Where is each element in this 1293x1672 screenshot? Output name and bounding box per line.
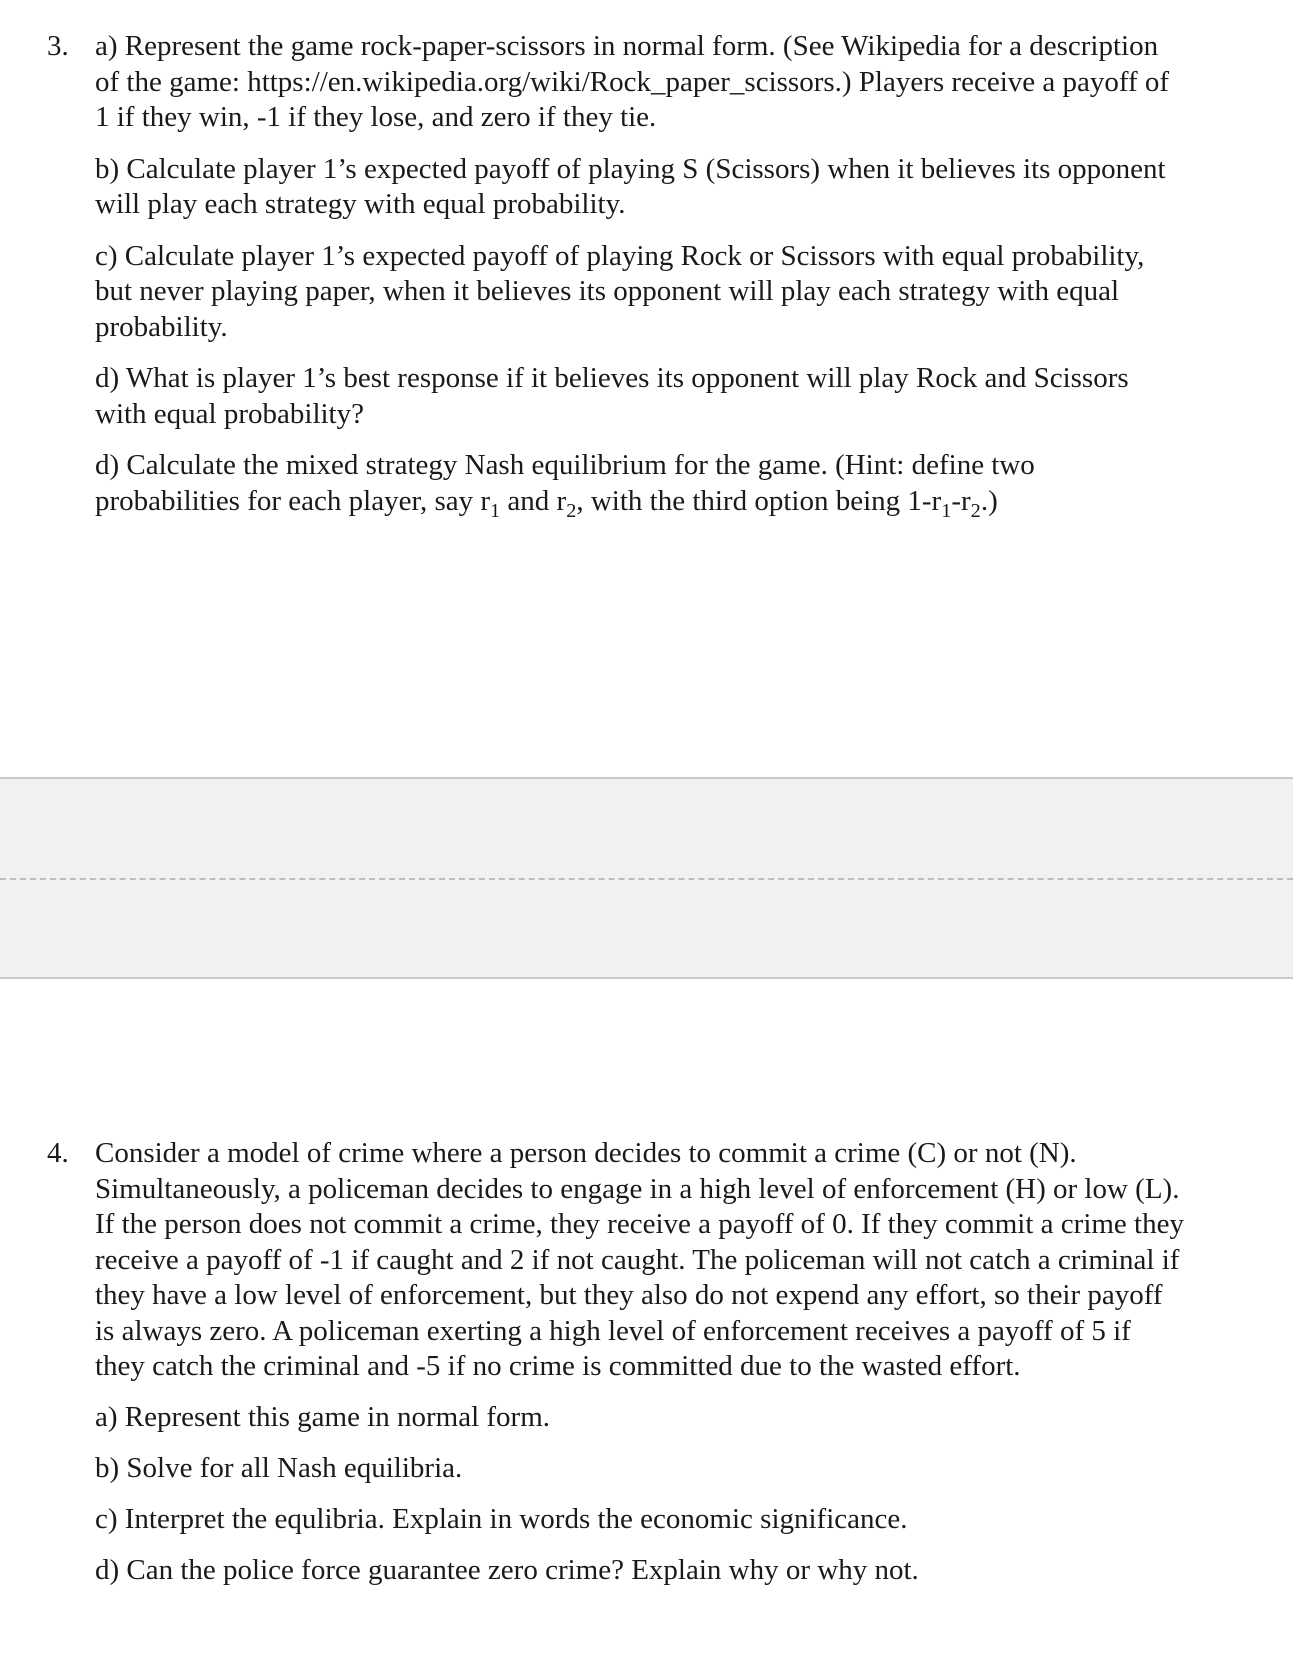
question-3	[47, 29, 1227, 522]
question-number: 4.	[47, 1137, 69, 1169]
part-b: b) Solve for all Nash equilibria.	[95, 1452, 463, 1484]
question-4	[47, 1136, 1227, 1604]
part-a: a) Represent this game in normal form.	[95, 1401, 551, 1433]
part-a: a) Represent the game rock-paper-scissors in normal form. (See Wikipedia for a description of the game: https://en.wikipedia.org/wiki/Rock_paper_scissors.) Players receive a payoff of 1 if they win, -1 if they lose, and zero if they tie.	[95, 30, 1170, 133]
part-c: c) Calculate player 1’s expected payoff of playing Rock or Scissors with equal probability, but never playing paper, when it believes its opponent will play each strategy with equal probability.	[95, 239, 1145, 343]
question-number: 3.	[47, 30, 69, 62]
page-break-divider	[0, 878, 1293, 880]
part-b: b) Calculate player 1’s expected payoff of playing S (Scissors) when it believes its opponent will play each strategy with equal probability.	[95, 152, 1166, 220]
question-body	[95, 1136, 1185, 1589]
part-c: c) Interpret the equlibria. Explain in words the economic significance.	[95, 1503, 908, 1535]
part-d: d) What is player 1’s best response if it believes its opponent will play Rock and Scissors with equal probability?	[95, 362, 1129, 430]
page-break-band	[0, 777, 1293, 979]
part-d: d) Can the police force guarantee zero crime? Explain why or why not.	[95, 1554, 919, 1586]
question-intro: Consider a model of crime where a person decides to commit a crime (C) or not (N). Simultaneously, a policeman decides to engage in a high level of enforcement (H) or low (L). If the person does not commit a crime, they receive a payoff of 0. If they commit a crime they receive a payoff of -1 if caught and 2 if not caught. The policeman will not catch a criminal if they have a low level of enforcement, but they also do not expend any effort, so their payoff is always zero. A policeman exerting a high level of enforcement receives a payoff of 5 if they catch the criminal and -5 if no crime is committed due to the wasted effort.	[95, 1137, 1184, 1382]
part-d-nash: d) Calculate the mixed strategy Nash equilibrium for the game. (Hint: define two probabilities for each player, say $r_1$ and $r_2$, with the third option being $1-r_1-r_2$.)	[95, 449, 1035, 522]
question-body	[95, 29, 1185, 522]
